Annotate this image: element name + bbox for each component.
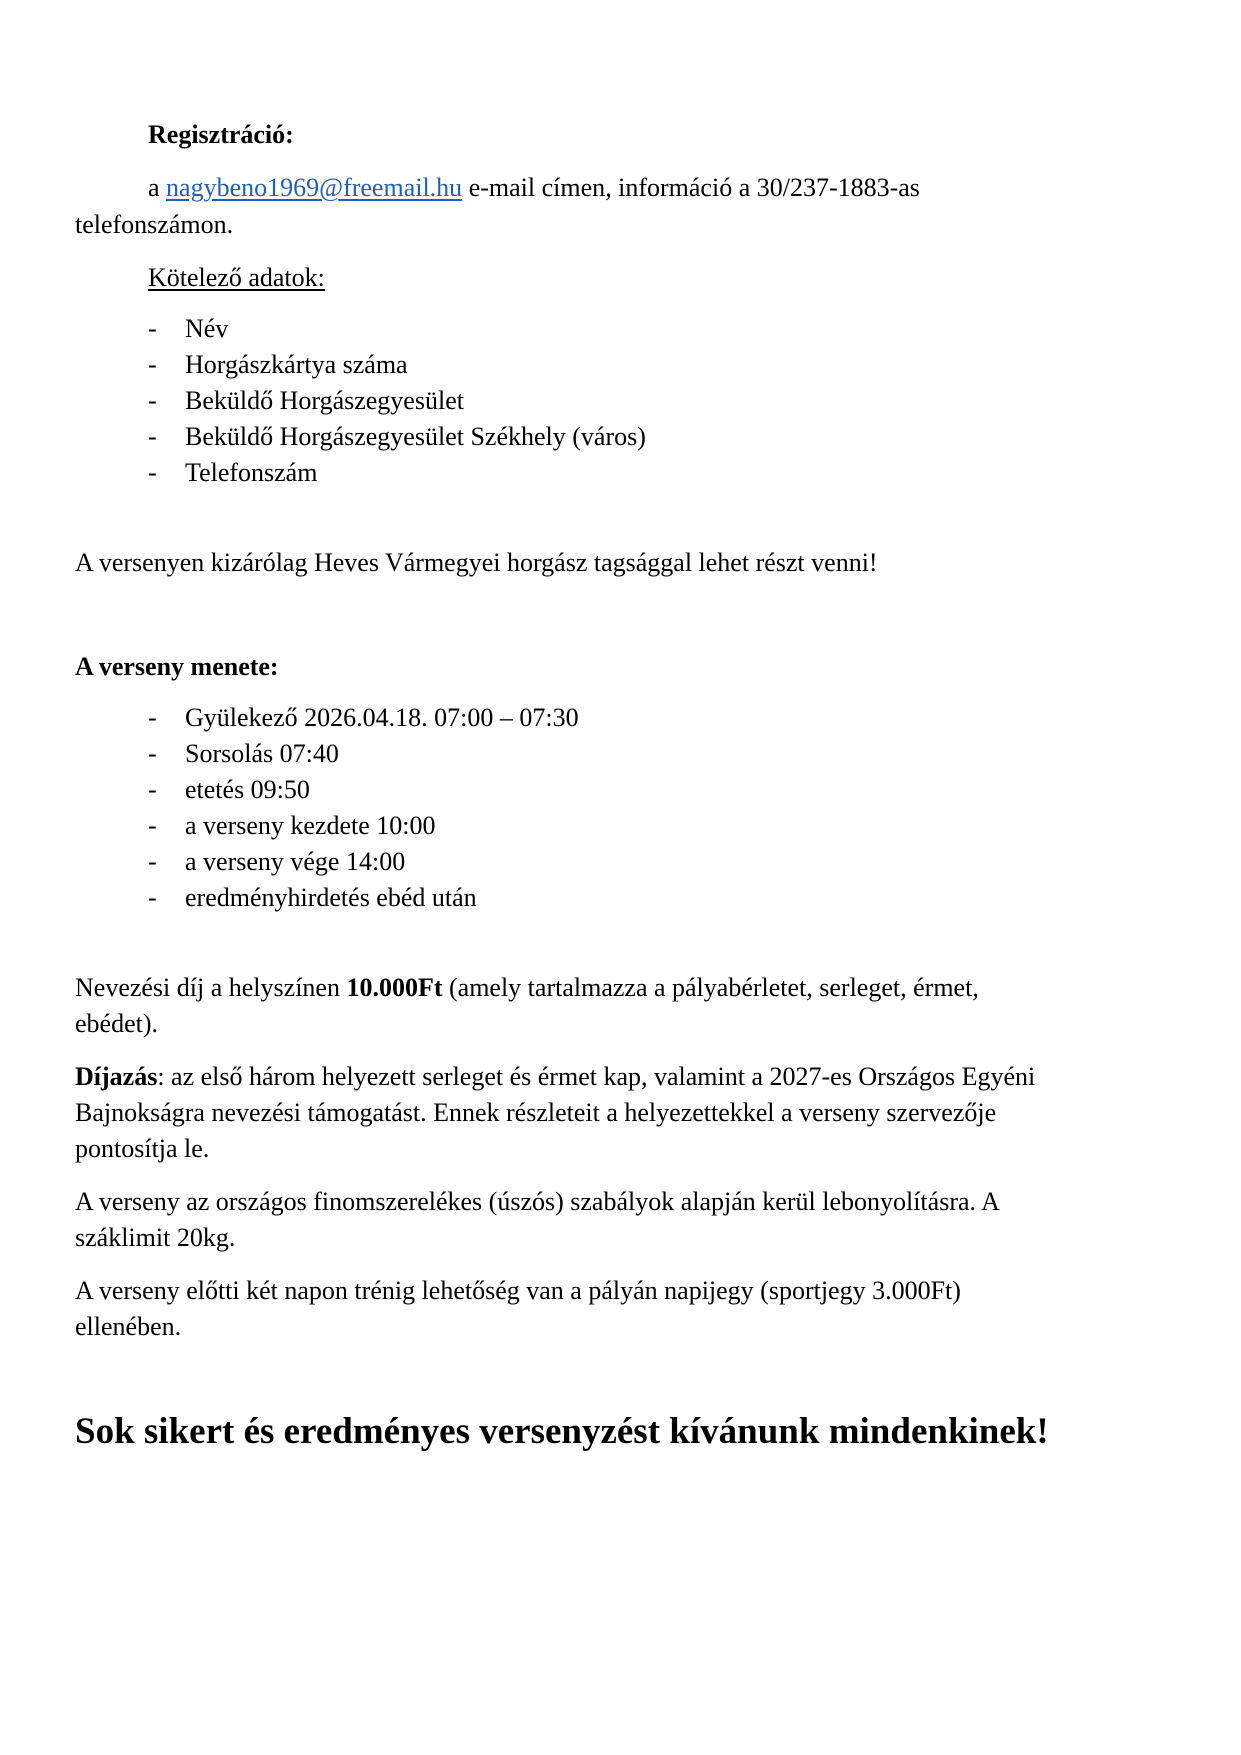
- schedule-item: Sorsolás 07:40: [185, 739, 339, 768]
- prizes-line-3: pontosítja le.: [75, 1134, 210, 1163]
- rules-line-2: száklimit 20kg.: [75, 1223, 236, 1252]
- list-item: Név: [185, 314, 229, 343]
- bullet-dash: -: [148, 422, 157, 451]
- closing-message: Sok sikert és eredményes versenyzést kívánunk mindenkinek!: [75, 1411, 1049, 1452]
- list-item: Telefonszám: [185, 458, 318, 487]
- registration-suffix: e-mail címen, információ a 30/237-1883-as: [462, 173, 920, 202]
- registration-line-1: [148, 170, 920, 206]
- schedule-item: eredményhirdetés ebéd után: [185, 883, 477, 912]
- required-data-heading: Kötelező adatok:: [148, 263, 325, 292]
- bullet-dash: -: [148, 386, 157, 415]
- prizes-line-2: Bajnokságra nevezési támogatást. Ennek részleteit a helyezettekkel a verseny szervezője: [75, 1098, 997, 1127]
- bullet-dash: -: [148, 739, 157, 768]
- bullet-dash: -: [148, 883, 157, 912]
- bullet-dash: -: [148, 458, 157, 487]
- bullet-dash: -: [148, 775, 157, 804]
- fee-line-2: ebédet).: [75, 1009, 159, 1038]
- schedule-item: etetés 09:50: [185, 775, 310, 804]
- list-item: Horgászkártya száma: [185, 350, 408, 379]
- bullet-dash: -: [148, 811, 157, 840]
- fee-line-1: [75, 970, 979, 1006]
- training-line-1: A verseny előtti két napon trénig lehetőség van a pályán napijegy (sportjegy 3.000Ft): [75, 1276, 961, 1305]
- prizes-text: : az első három helyezett serleget és érmet kap, valamint a 2027-es Országos Egyéni: [157, 1062, 1036, 1091]
- schedule-heading: A verseny menete:: [75, 652, 279, 681]
- email-link[interactable]: nagybeno1969@freemail.hu: [166, 173, 463, 202]
- schedule-item: a verseny vége 14:00: [185, 847, 406, 876]
- rules-line-1: A verseny az országos finomszerelékes (úszós) szabályok alapján kerül lebonyolításra. A: [75, 1187, 1000, 1216]
- list-item: Beküldő Horgászegyesület Székhely (város): [185, 422, 646, 451]
- eligibility-notice: A versenyen kizárólag Heves Vármegyei horgász tagsággal lehet részt venni!: [75, 548, 878, 577]
- fee-prefix: Nevezési díj a helyszínen: [75, 973, 347, 1002]
- bullet-dash: -: [148, 350, 157, 379]
- fee-suffix: (amely tartalmazza a pályabérletet, serleget, érmet,: [442, 973, 979, 1002]
- registration-line-2: telefonszámon.: [75, 210, 234, 239]
- list-item: Beküldő Horgászegyesület: [185, 386, 464, 415]
- registration-heading: Regisztráció:: [148, 120, 294, 149]
- schedule-item: Gyülekező 2026.04.18. 07:00 – 07:30: [185, 703, 579, 732]
- bullet-dash: -: [148, 703, 157, 732]
- bullet-dash: -: [148, 314, 157, 343]
- registration-prefix: a: [148, 173, 167, 202]
- fee-amount: 10.000Ft: [346, 973, 443, 1002]
- training-line-2: ellenében.: [75, 1312, 182, 1341]
- schedule-item: a verseny kezdete 10:00: [185, 811, 436, 840]
- prizes-label: Díjazás: [75, 1062, 158, 1091]
- bullet-dash: -: [148, 847, 157, 876]
- prizes-line-1: [75, 1059, 1035, 1095]
